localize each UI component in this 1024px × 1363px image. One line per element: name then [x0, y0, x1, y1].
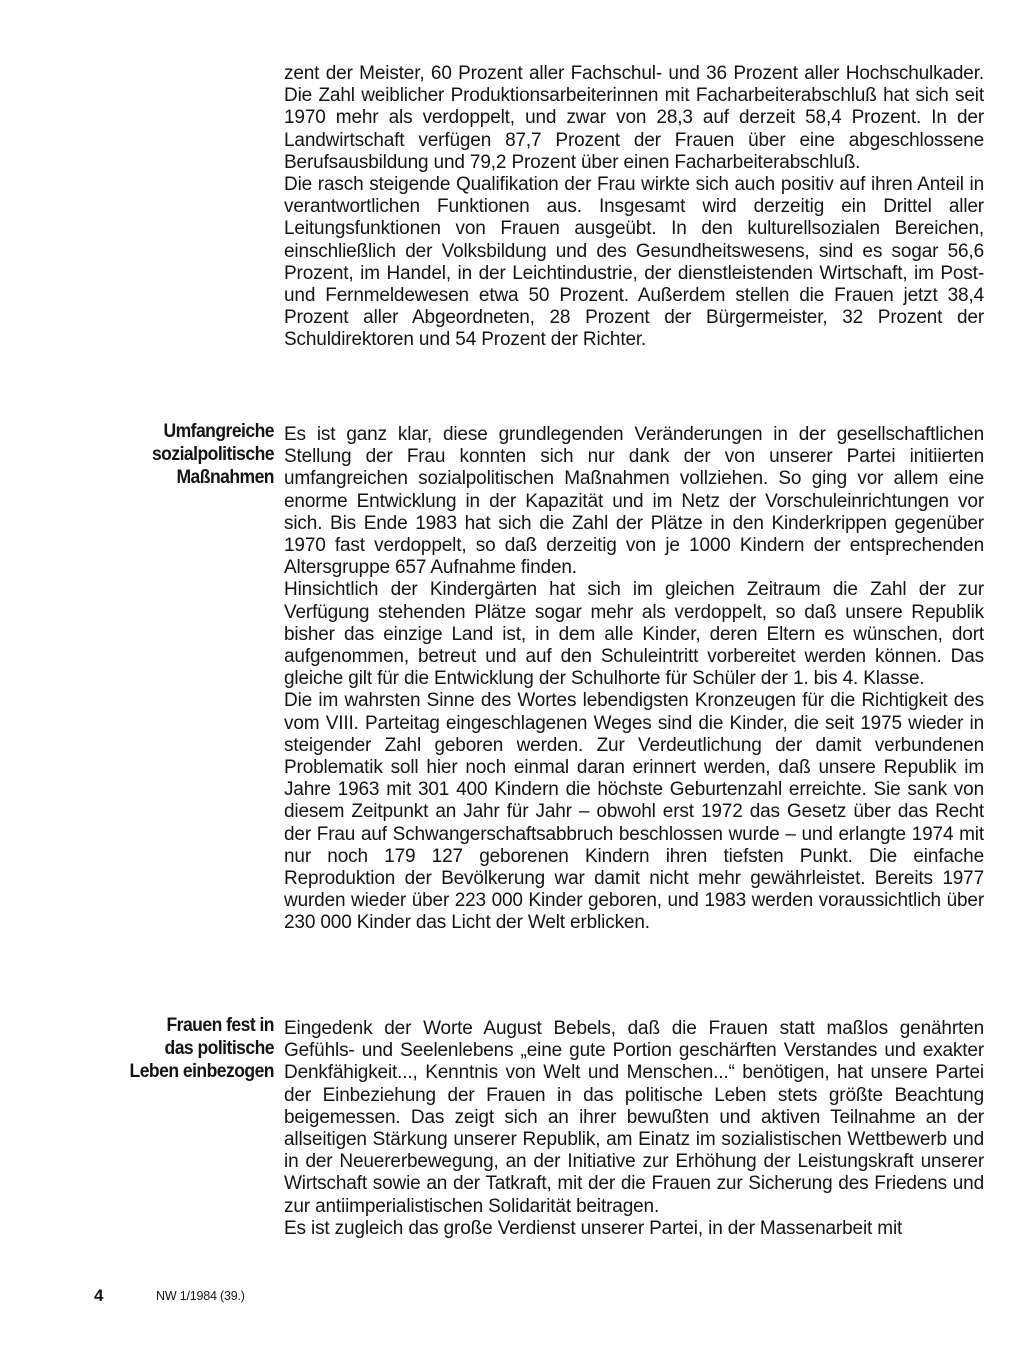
paragraph: Die im wahrsten Sinne des Wortes lebendigsten Kronzeugen für die Richtigkeit des vom VIII. Parteitag eingeschlagenen Weges sind die Kinder, die seit 1975 wieder in steigender Zahl geboren werden. Zur Verdeutlichung der damit verbundenen Problematik soll hier noch einmal daran erinnert werden, daß unsere Republik im Jahre 1963 mit 301 400 Kindern die höchste Geburtenzahl erreichte. Sie sank von diesem Zeitpunkt an Jahr für Jahr – obwohl erst 1972 das Gesetz über das Recht der Frau auf Schwangerschaftsabbruch beschlossen wurde – und erlangte 1974 mit nur noch 179 127 geborenen Kindern ihren tiefsten Punkt. Die einfache Reproduktion der Bevölkerung war damit nicht mehr gewährleistet. Bereits 1977 wurden wieder über 223 000 Kinder geboren, und 1983 werden voraussichtlich über 230 000 Kinder das Licht der Welt erblicken.: [284, 690, 984, 934]
side-heading-line: Frauen fest in: [166, 1014, 274, 1036]
paragraph: Es ist zugleich das große Verdienst unserer Partei, in der Massenarbeit mit: [284, 1217, 903, 1239]
paragraph: Eingedenk der Worte August Bebels, daß die Frauen statt maßlos genährten Gefühls- und Seelenlebens „eine gute Portion geschärften Verstandes und exakter Denkfähigkeit..., Kenntnis von Welt und Menschen...“ benötigen, hat unsere Partei der Einbeziehung der Frauen in das politische Leben stets größte Beachtung beigemessen. Das zeigt sich an ihrer bewußten und aktiven Teilnahme an der allseitigen Stärkung unserer Republik, am Einatz im sozialistischen Wettbewerb und in der Neuererbewegung, an der Initiative zur Erhöhung der Leistungskraft unserer Wirtschaft sowie an der Tatkraft, mit der die Frauen zur Sicherung des Friedens und zur antiimperialistischen Solidarität beitragen.: [284, 1018, 984, 1217]
page-number: 4: [94, 1286, 104, 1305]
side-heading-line: das politische: [164, 1037, 274, 1059]
paragraph: zent der Meister, 60 Prozent aller Fachschul- und 36 Prozent aller Hochschulkader. Die Zahl weiblicher Produktionsarbeiterinnen mit Facharbeiterabschluß hat sich seit 1970 mehr als verdoppelt, und zwar von 28,3 auf derzeit 58,4 Prozent. In der Landwirtschaft verfügen 87,7 Prozent der Frauen über eine abgeschlossene Berufsausbildung und 79,2 Prozent über einen Facharbeiterabschluß.: [284, 63, 984, 173]
side-heading-line: sozialpolitische: [151, 443, 274, 465]
side-heading-line: Umfangreiche: [163, 420, 274, 442]
side-heading-sozialpolitik: [117, 420, 274, 489]
side-heading-line: Leben einbezogen: [129, 1060, 274, 1082]
paragraph: Es ist ganz klar, diese grundlegenden Veränderungen in der gesellschaftlichen Stellung der Frau konnten sich nur dank der von unserer Partei initiierten umfangreichen sozialpolitischen Maßnahmen vollziehen. So ging vor allem eine enorme Entwicklung in der Kapazität und im Netz der Vorschuleinrichtungen vor sich. Bis Ende 1983 hat sich die Zahl der Plätze in den Kinderkrippen gegenüber 1970 fast verdoppelt, so daß derzeitig von je 1000 Kindern der entsprechenden Altersgruppe 657 Aufnahme finden.: [284, 424, 984, 579]
section-sozialpolitik-text: [284, 424, 984, 935]
paragraph: Die rasch steigende Qualifikation der Frau wirkte sich auch positiv auf ihren Anteil in verantwortlichen Funktionen aus. Insgesamt wird derzeitig ein Drittel aller Leitungsfunktionen von Frauen ausgeübt. In den kulturellsozialen Bereichen, einschließlich der Volksbildung und des Gesundheitswesens, sind es sogar 56,6 Prozent, im Handel, in der Leichtindustrie, der dienstleistenden Wirtschaft, im Post- und Fernmeldewesen etwa 50 Prozent. Außerdem stellen die Frauen jetzt 38,4 Prozent aller Abgeordneten, 28 Prozent der Bürgermeister, 32 Prozent der Schuldirektoren und 54 Prozent der Richter.: [284, 174, 984, 351]
section-politisches-leben-text: [284, 1018, 984, 1240]
side-heading-politisches-leben: [117, 1014, 274, 1083]
side-heading-line: Maßnahmen: [176, 466, 274, 488]
section-intro-text: [284, 63, 984, 352]
publication-reference: NW 1/1984 (39.): [156, 1289, 245, 1303]
paragraph: Hinsichtlich der Kindergärten hat sich im gleichen Zeitraum die Zahl der zur Verfügung stehenden Plätze sogar mehr als verdoppelt, so daß unsere Republik bisher das einzige Land ist, in dem alle Kinder, deren Eltern es wünschen, dort aufgenommen, betreut und auf den Schuleintritt vorbereitet werden können. Das gleiche gilt für die Entwicklung der Schulhorte für Schüler der 1. bis 4. Klasse.: [284, 579, 984, 690]
